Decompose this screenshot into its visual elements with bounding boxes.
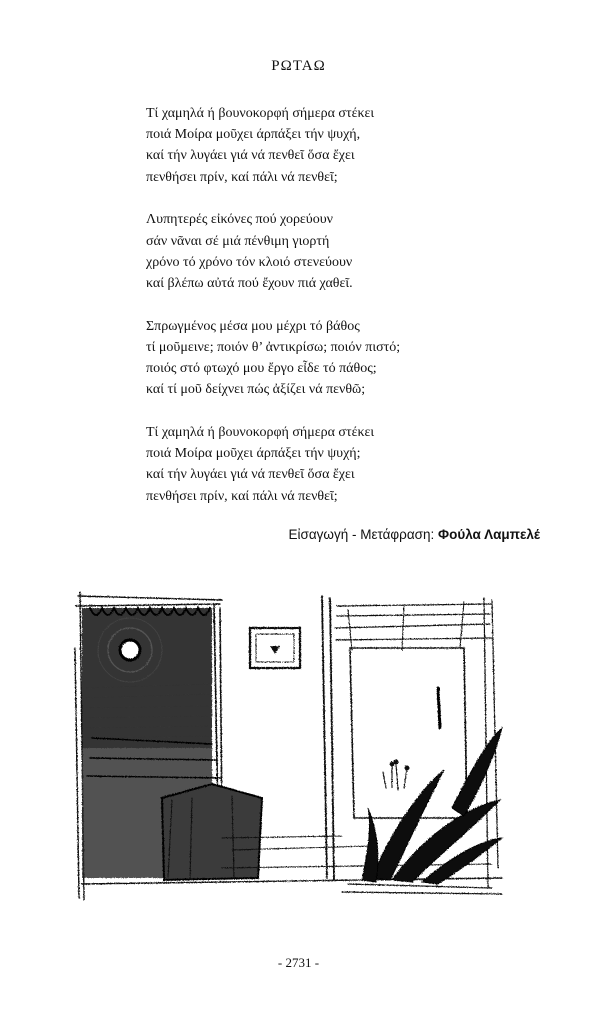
poem-line: πενθήσει πρίν, καί πάλι νά πενθεῖ; bbox=[146, 488, 338, 504]
poem-line: καί τήν λυγάει γιά νά πενθεῖ ὅσα ἔχει bbox=[146, 467, 355, 483]
stanza-4 bbox=[146, 422, 446, 507]
poem-line: καί τί μοῦ δείχνει πώς ἀξίζει νά πενθῶ; bbox=[146, 382, 366, 398]
poem-line: ποιά Μοίρα μοῦχει άρπάξει τήν ψυχή; bbox=[146, 446, 361, 462]
poem-line: Σπρωγμένος μέσα μου μέχρι τό βάθος bbox=[146, 318, 360, 334]
poem-line: τί μοῦμεινε; ποιόν θ’ ἀντικρίσω; ποιόν πιστό; bbox=[146, 339, 401, 355]
poem-line: Τί χαμηλά ή βουνοκορφή σήμερα στέκει bbox=[146, 106, 375, 121]
poem-line: καί τήν λυγάει γιά νά πενθεῖ ὅσα ἔχει bbox=[146, 148, 355, 164]
poem-line: Λυπητερές εἰκόνες πού χορεύουν bbox=[146, 212, 333, 228]
poem-line: ποιός στό φτωχό μου ἔργο εἶδε τό πάθος; bbox=[146, 361, 377, 377]
stanza-3 bbox=[146, 316, 446, 401]
stanza-1 bbox=[146, 103, 446, 188]
translation-credit bbox=[289, 527, 540, 542]
poem-line: σάν νᾶναι σέ μιά πένθιμη γιορτή bbox=[146, 233, 330, 249]
poem-line: χρόνο τό χρόνο τόν κλοιό στενεύουν bbox=[146, 254, 353, 270]
poem-line: καί βλέπω αὐτά πού ἔχουν πιά χαθεῖ. bbox=[146, 275, 353, 291]
credit-label: Εἰσαγωγή - Μετάφραση: bbox=[288, 527, 435, 542]
stanza-2 bbox=[146, 209, 446, 294]
poem-title: ΡΩΤΑΩ bbox=[271, 58, 326, 74]
poem-body bbox=[146, 103, 446, 528]
poem-line: πενθήσει πρίν, καί πάλι νά πενθεῖ; bbox=[146, 169, 338, 185]
translator-name: Φούλα Λαμπελέ bbox=[438, 527, 540, 542]
page-number: - 2731 - bbox=[277, 955, 320, 970]
poem-line: ποιά Μοίρα μοῦχει άρπάξει τήν ψυχή, bbox=[146, 127, 361, 143]
interior-sketch-illustration bbox=[72, 588, 504, 908]
poem-line: Τί χαμηλά ή βουνοκορφή σήμερα στέκει bbox=[146, 424, 375, 440]
